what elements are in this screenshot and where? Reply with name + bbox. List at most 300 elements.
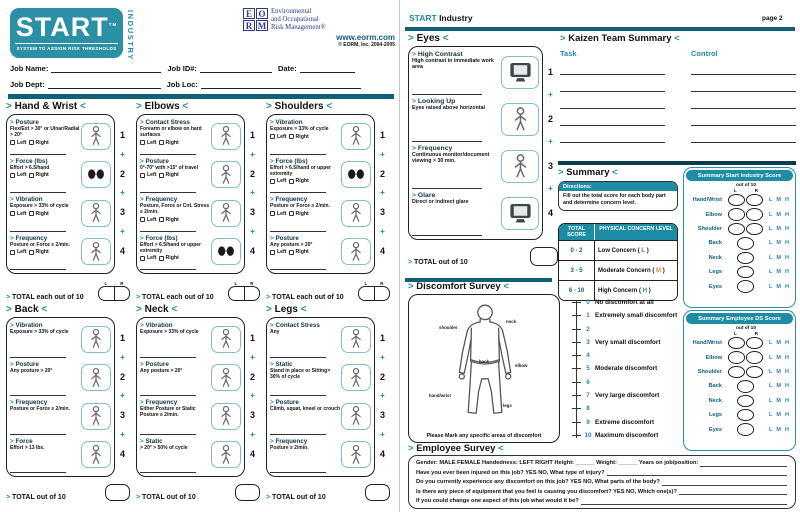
scale-label: Extremely small discomfort [595,312,678,320]
write-in-line[interactable] [10,269,66,270]
stick-figure-icon [85,241,107,263]
scale-row [572,417,787,428]
lmh-letters[interactable]: L M H [769,197,789,204]
job-dept-line[interactable] [48,81,161,89]
total-label: > TOTAL out of 10 [408,259,468,266]
total-score-box[interactable] [365,484,390,501]
survey-question-line[interactable]: Have you ever been injured on this job? YES NO, What type of injury? [416,469,788,479]
score-row: Eyes L M H [684,422,795,436]
write-in-line[interactable] [270,434,326,435]
risk-factor-desc: 0°-70° with >15° of travel [140,164,199,171]
total-score-box[interactable] [228,286,260,301]
body-diagram-box[interactable] [408,294,560,443]
write-in-line[interactable] [412,94,482,95]
job-loc-line[interactable] [201,81,361,89]
total-score-box[interactable] [235,484,260,501]
right-checkbox[interactable] [289,250,294,255]
risk-factor-name: > Force (lbs) [140,234,178,242]
header-divider [8,94,394,99]
illustration-frame [211,403,241,430]
item-score-number: 1 [119,333,125,344]
scale-tick [572,302,581,303]
write-in-line[interactable] [140,434,196,435]
risk-factor-item [140,117,241,156]
survey-question-line[interactable]: Do you currently experience any discomfort on this job? YES NO, What parts of the body? [416,478,788,488]
risk-factor-name: > Static [140,437,163,445]
score-oval-right[interactable] [737,266,754,279]
left-right-checkboxes: Left Right [10,172,80,178]
item-score-number: 4 [119,245,125,256]
right-checkbox[interactable] [29,140,34,145]
item-score-number: 1 [547,66,553,77]
score-number-column [375,317,390,477]
write-in-line[interactable] [140,269,196,270]
scale-row [572,310,787,321]
scale-row [572,297,787,308]
write-in-line[interactable] [412,188,482,189]
illustration-frame [341,238,371,265]
task-column-header: Task [560,49,577,58]
total-lr: L R [358,281,390,301]
risk-factor-item [140,320,241,359]
plus-separator: + [380,149,385,159]
left-checkbox[interactable] [140,217,145,222]
scale-number: 7 [586,392,590,400]
left-checkbox[interactable] [10,211,15,216]
lmh-letters[interactable]: L M H [769,254,789,261]
risk-factor-desc: Exposure > 33% of cycle [140,329,199,335]
risk-factor-desc: Effort > 6.5/hand or upper extremity [270,164,331,177]
monitor-icon [507,59,534,86]
left-checkbox[interactable] [10,250,15,255]
lmh-letters[interactable]: L M H [769,368,789,375]
score-row: Hand/Wrist L M H [684,336,795,350]
eorm-logo [243,8,395,48]
eorm-letter-grid: E O R M [243,8,268,32]
body-label: shoulder [439,325,458,330]
left-checkbox[interactable] [270,211,275,216]
score-oval-right[interactable] [737,237,754,250]
lmh-letters[interactable]: L M H [769,397,789,404]
right-checkbox[interactable] [159,217,164,222]
right-checkbox[interactable] [159,256,164,261]
date-line[interactable] [300,65,355,73]
scale-row [572,430,787,441]
score-row: Neck L M H [684,394,795,408]
right-checkbox[interactable] [29,211,34,216]
weights-icon [85,164,107,186]
control-line[interactable] [691,126,796,143]
stick-figure-icon [345,241,367,263]
risk-factor-name: > Posture [140,360,169,368]
score-oval-right[interactable] [746,223,763,236]
right-checkbox[interactable] [159,140,164,145]
risk-factor-name: > Posture [270,399,299,406]
score-row: Elbow L M H [684,350,795,364]
stick-figure-icon [215,125,237,147]
scale-tick [572,382,581,383]
risk-item-box [266,317,375,477]
illustration-frame [211,326,241,353]
left-right-checkboxes: Left Right [10,249,80,255]
stick-figure-icon [507,153,534,180]
right-checkbox[interactable] [29,173,34,178]
write-in-line[interactable] [10,357,66,358]
score-row: Neck L M H [684,251,795,265]
plus-separator: + [120,429,125,439]
item-score-number: 3 [119,410,125,421]
scale-label: Moderate discomfort [595,365,658,373]
plus-separator: + [120,226,125,236]
illustration-frame [341,326,371,353]
illustration-frame [81,364,111,391]
scale-tick [572,435,581,436]
score-oval-right[interactable] [737,252,754,265]
survey-question-line[interactable]: Is there any piece of equipment that you feel is causing you discomfort? YES NO, Which one(s)? [416,488,788,498]
lmh-letters[interactable]: L M H [769,340,789,347]
stick-figure-icon [215,164,237,186]
task-line[interactable] [560,109,665,126]
panel-neck [136,304,260,501]
write-in-line[interactable] [10,472,66,473]
risk-factor-name: > Glare [412,192,436,199]
score-row: Eyes L M H [684,279,795,293]
scale-label: No discomfort at all [595,299,654,306]
risk-factor-desc: High contrast in immediate work area [412,58,494,71]
risk-item-box [136,317,245,477]
panel-title: > Elbows < [136,101,189,112]
write-in-line[interactable] [10,192,66,193]
total-label: > TOTAL out of 10 [136,494,196,501]
risk-factor-name: > Contact Stress [140,119,190,126]
left-checkbox[interactable] [140,173,145,178]
concern-table-row: 6 - 10 High Concern ( H ) [559,280,677,300]
scale-tick [572,315,581,316]
write-in-line[interactable] [412,235,482,236]
score-oval-left[interactable] [728,223,745,236]
write-in-line[interactable] [140,231,196,232]
body-label: elbow [515,363,528,368]
left-right-checkboxes: Left Right [140,140,210,146]
risk-item-box [6,114,115,274]
total-label: > TOTAL each out of 10 [6,294,84,301]
risk-factor-item [412,96,539,143]
risk-factor-name: > Vibration [270,119,303,126]
risk-factor-desc: Flex/Ext > 30° or Ulnar/Radial > 20° [10,126,80,138]
illustration-frame [341,364,371,391]
right-checkbox[interactable] [289,211,294,216]
panel-eyes [408,33,558,266]
risk-factor-item [140,194,241,233]
write-in-line[interactable] [270,357,326,358]
left-checkbox[interactable] [270,134,275,139]
scale-number: 8 [586,405,590,413]
item-score-number: 2 [119,371,125,382]
risk-factor-item [140,156,241,195]
write-in-line[interactable] [270,269,326,270]
right-checkbox[interactable] [29,250,34,255]
task-line[interactable] [560,75,665,92]
illustration-frame [211,123,241,150]
risk-factor-item [10,320,111,359]
risk-factor-desc: Exposure > 33% of cycle [270,126,329,132]
control-line[interactable] [691,75,796,92]
plus-separator: + [548,90,553,99]
risk-factor-item [270,117,371,156]
left-right-checkboxes: Left Right [10,140,80,146]
weights-icon [345,164,367,186]
risk-factor-name: > Frequency [140,196,178,203]
item-score-number: 3 [249,410,255,421]
risk-factor-item [270,320,371,359]
plus-separator: + [120,352,125,362]
stick-figure-icon [215,328,237,350]
risk-factor-name: > Force (lbs) [270,157,308,165]
lmh-letters[interactable]: L M H [769,240,789,247]
section-title: > Kaizen Team Summary < [560,33,680,44]
plus-separator: + [250,352,255,362]
write-in-line[interactable] [140,192,196,193]
weights-icon [215,241,237,263]
panel-hand-wrist [6,101,130,301]
score-row: Shoulder L M H [684,365,795,379]
scale-tick [572,368,581,369]
scale-tick [572,395,581,396]
illustration-frame [211,441,241,468]
risk-factor-desc: Forearm or elbow on hard surfaces [140,126,202,138]
page2-header-rule [405,27,795,31]
risk-factor-desc: Posture ≥ 2/min. [270,444,309,451]
stick-figure-icon [345,405,367,427]
stick-figure-icon [85,405,107,427]
illustration-frame [211,238,241,265]
item-score-number: 1 [379,130,385,141]
write-in-line[interactable] [140,357,196,358]
write-in-line[interactable] [270,395,326,396]
write-in-line[interactable] [270,472,326,473]
start-logo: START™ SYSTEM TO ASSIGN RISK THRESHOLDS [10,8,123,58]
illustration-frame [81,123,111,150]
item-score-number: 3 [249,207,255,218]
write-in-line[interactable] [412,141,482,142]
control-line[interactable] [691,58,796,75]
total-score-box[interactable] [530,247,558,266]
risk-factor-name: > Frequency [140,399,178,406]
plus-separator: + [380,226,385,236]
summary-title: > Summary < [558,167,618,178]
lmh-letters[interactable]: L M H [769,354,789,361]
risk-item-box [266,114,375,274]
control-column-header: Control [691,49,718,58]
eorm-name: Environmental and Occupational Risk Management® [271,8,326,31]
scale-row [572,337,787,348]
item-score-number: 2 [119,168,125,179]
score-row: Legs L M H [684,265,795,279]
concern-table-row: 3 - 5 Moderate Concern ( M ) [559,260,677,280]
total-label: > TOTAL out of 10 [6,494,66,501]
score-oval-right[interactable] [746,208,763,221]
left-checkbox[interactable] [10,173,15,178]
page-number: page 2 [762,15,783,22]
stick-figure-icon [345,328,367,350]
scale-label: Very small discomfort [595,338,661,346]
lmh-letters[interactable]: L M H [769,225,789,232]
risk-factor-desc: Posture, Force or Cnt. Stress ≥ 2/min. [140,203,210,215]
industry-vertical-label: INDUSTRY [126,10,135,61]
risk-factor-item [10,359,111,398]
item-score-number: 4 [379,245,385,256]
plus-separator: + [120,188,125,197]
total-score-box[interactable] [358,286,390,301]
risk-item-box [6,317,115,477]
score-row: Elbow L M H [684,207,795,221]
discomfort-survey-title: > Discomfort Survey < [408,281,509,292]
illustration-frame [81,200,111,227]
out-of-10-label: out of 10 [736,326,756,331]
score-number-column [115,114,130,274]
lmh-letters[interactable]: L M H [769,383,789,390]
concern-level-table [558,223,678,301]
monitor-icon [507,200,534,227]
risk-factor-desc: Either Posture or Static Posture ≥ 2/min. [140,406,196,418]
task-line[interactable] [560,58,665,75]
left-checkbox[interactable] [270,250,275,255]
score-oval-left[interactable] [728,194,745,207]
risk-factor-item [412,143,539,190]
lmh-letters[interactable]: L M H [769,412,789,419]
risk-factor-name: > Frequency [270,437,308,445]
risk-factor-desc: Posture or Force ≥ 2/min. [270,203,330,209]
page2-header: START Industry [409,13,473,23]
left-right-checkboxes: Left Right [270,249,340,255]
lmh-letters[interactable]: L M H [769,283,789,290]
risk-factor-item [270,397,371,436]
risk-factor-item [270,436,371,475]
total-score-box[interactable] [105,484,130,501]
plus-separator: + [380,429,385,439]
illustration-frame [501,56,539,89]
risk-factor-name: > Force [10,437,33,445]
risk-factor-desc: Stand in place or Sitting> 30% of cycle [270,367,331,380]
total-label: > TOTAL out of 10 [266,494,326,501]
stick-figure-icon [85,444,107,466]
score-number-column [115,317,130,477]
total-score-box[interactable] [98,286,130,301]
risk-factor-desc: Any [270,329,280,335]
job-id-line[interactable] [200,65,272,73]
control-line[interactable] [691,109,796,126]
stick-figure-icon [345,125,367,147]
left-checkbox[interactable] [10,140,15,145]
left-checkbox[interactable] [140,256,145,261]
scale-row [572,377,787,388]
illustration-frame [211,364,241,391]
survey-question-line[interactable]: Gender: MALE FEMALE Handedness: LEFT RIGHT Height: ______ Weight: ______ Years on job/position: [416,459,788,469]
risk-factor-item [10,156,111,195]
out-of-10-label: out of 10 [736,183,756,188]
plus-separator: + [548,137,553,146]
task-line[interactable] [560,92,665,109]
panel-title: > Shoulders < [266,101,333,112]
item-score-number: 1 [119,130,125,141]
scale-number: 1 [586,312,590,320]
item-score-number: 1 [249,333,255,344]
scale-row [572,324,787,335]
lr-column-headers: L R [734,331,758,336]
left-checkbox[interactable] [140,140,145,145]
scale-number: 10 [584,431,592,439]
survey-question-line[interactable]: If you could change one aspect of this job what would it be? [416,497,788,507]
score-oval-right[interactable] [746,194,763,207]
risk-factor-item [140,397,241,436]
risk-factor-item [10,233,111,272]
risk-factor-name: > Frequency [412,145,453,152]
write-in-line[interactable] [140,395,196,396]
write-in-line[interactable] [10,395,66,396]
right-checkbox[interactable] [289,134,294,139]
score-oval-right[interactable] [737,280,754,293]
left-right-checkboxes: Left Right [140,217,210,223]
risk-factor-desc: Direct or indirect glare [412,199,469,205]
write-in-line[interactable] [10,434,66,435]
risk-factor-item [140,436,241,475]
summary-start-industry-score-box [683,167,796,308]
panel-title: > Back < [6,304,48,315]
risk-factor-item [270,359,371,398]
lmh-letters[interactable]: L M H [769,269,789,276]
write-in-line[interactable] [10,154,66,155]
write-in-line[interactable] [140,472,196,473]
score-oval-left[interactable] [728,208,745,221]
score-box-title: Summary Employee DS Score [686,313,793,324]
write-in-line[interactable] [270,192,326,193]
scale-tick [572,422,581,423]
write-in-line[interactable] [270,231,326,232]
task-line[interactable] [560,126,665,143]
kaizen-team-summary [560,33,796,143]
left-right-checkboxes: Left Right [270,178,340,184]
item-score-number: 3 [379,207,385,218]
right-checkbox[interactable] [159,173,164,178]
write-in-line[interactable] [10,231,66,232]
lr-column-headers: L R [734,188,758,193]
item-score-number: 1 [249,130,255,141]
right-checkbox[interactable] [289,179,294,184]
total-lr: L R [98,281,130,301]
risk-factor-name: > Posture [270,234,299,242]
risk-factor-desc: Effort > 6.5/hand [10,164,50,171]
risk-factor-name: > Static [270,360,293,368]
illustration-frame [81,441,111,468]
risk-factor-desc: Any posture > 20° [270,241,313,248]
item-score-number: 2 [379,168,385,179]
lmh-letters[interactable]: L M H [769,426,789,433]
item-score-number: 3 [379,410,385,421]
job-name-line[interactable] [51,65,161,73]
risk-factor-desc: Posture or Force ≥ 2/min. [10,406,70,412]
lmh-letters[interactable]: L M H [769,211,789,218]
risk-factor-desc: Climb, squat, kneel or crouch [270,406,341,412]
item-score-number: 4 [249,245,255,256]
risk-factor-item [270,233,371,272]
risk-factor-item [140,233,241,272]
control-line[interactable] [691,92,796,109]
illustration-frame [81,403,111,430]
left-checkbox[interactable] [270,179,275,184]
write-in-line[interactable] [270,154,326,155]
write-in-line[interactable] [140,154,196,155]
left-right-checkboxes: Left Right [140,172,210,178]
